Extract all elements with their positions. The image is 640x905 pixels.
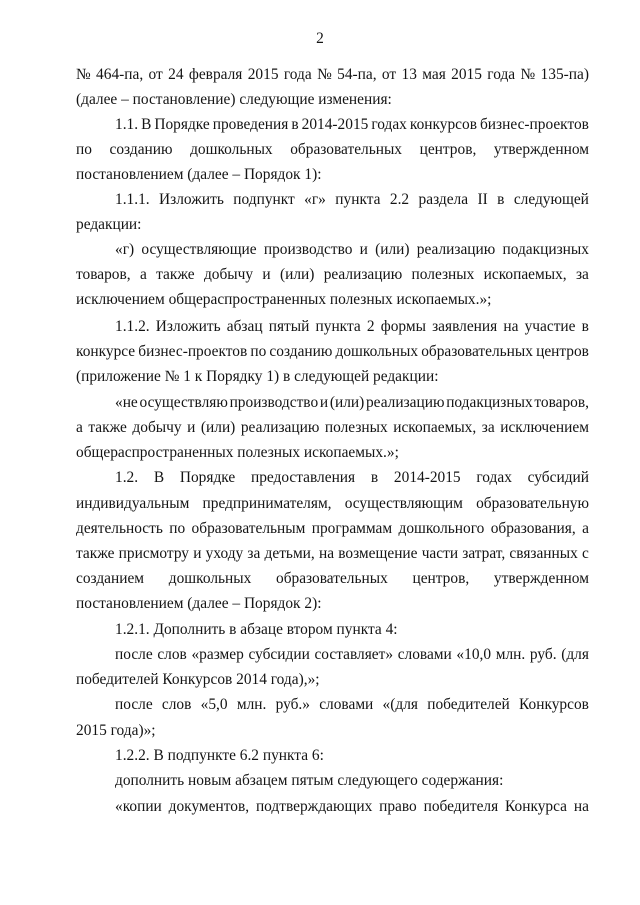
word: «г)	[115, 241, 135, 258]
word: реализацию	[323, 266, 403, 283]
word: в	[370, 469, 379, 486]
text-line	[115, 116, 589, 134]
word: подакцизных	[446, 394, 533, 411]
word: и	[187, 419, 196, 436]
word: «размер	[191, 646, 244, 663]
text-line: постановлением (далее – Порядок 2):	[76, 595, 322, 612]
word: победителей	[427, 696, 510, 713]
word: дошкольного	[398, 520, 485, 537]
word: пункта	[335, 191, 381, 208]
word: реализацию	[416, 241, 496, 258]
word: «не	[115, 394, 138, 411]
word: добычу	[132, 419, 182, 436]
word: «10,0	[456, 646, 492, 663]
word: №	[520, 66, 536, 83]
text-line	[115, 696, 589, 714]
word: и	[193, 545, 202, 562]
word: №	[76, 66, 91, 83]
word: (или)	[329, 394, 365, 411]
word: победителя	[423, 798, 499, 815]
word: руб.»	[275, 696, 310, 713]
word: 13	[401, 66, 417, 83]
word: право	[379, 798, 417, 815]
word: программам	[311, 520, 393, 537]
word: с	[582, 545, 589, 562]
word: реализацию	[365, 394, 445, 411]
word: образовательных	[421, 343, 533, 360]
text-line	[115, 191, 589, 209]
word: годах	[371, 116, 407, 133]
word: возмещение	[338, 545, 418, 562]
word: предоставления	[250, 469, 356, 486]
word: товаров,	[76, 266, 131, 283]
word: «г»	[304, 191, 326, 208]
word: в	[497, 191, 505, 208]
word: центров	[536, 343, 589, 360]
word: дошкольных	[190, 141, 273, 158]
word: слов	[157, 646, 187, 663]
text-line: редакции:	[76, 216, 142, 233]
word: в	[291, 116, 299, 133]
word: (или)	[200, 419, 236, 436]
word: на	[318, 545, 335, 562]
word: утвержденном	[493, 141, 589, 158]
word: реализацию	[240, 419, 320, 436]
word: по	[169, 520, 186, 537]
text-line: 1.2.1. Дополнить в абзаце втором пункта 4:	[115, 621, 398, 638]
text-line: 1.2.2. В подпункте 6.2 пункта 6:	[115, 747, 324, 764]
text-line	[76, 520, 589, 538]
word: индивидуальным	[76, 495, 190, 512]
text-line: постановлением (далее – Порядок 1):	[76, 166, 322, 183]
word: по	[250, 343, 267, 360]
word: исключением	[500, 419, 589, 436]
word: субсидии	[248, 646, 310, 663]
word: года	[487, 66, 516, 83]
word: образовательных	[276, 570, 388, 587]
word: пятый	[268, 318, 310, 335]
word: образования,	[490, 520, 576, 537]
word: словами	[319, 696, 374, 713]
word: и	[319, 394, 329, 411]
word: В	[141, 116, 152, 133]
word: образовательную	[476, 495, 589, 512]
word: за	[247, 545, 261, 562]
word: следующей	[513, 191, 589, 208]
text-line	[76, 266, 589, 284]
word: документов,	[168, 798, 250, 815]
text-line	[115, 798, 589, 816]
word: а	[582, 520, 589, 537]
word: составляет»	[314, 646, 394, 663]
word: февраля	[188, 66, 243, 83]
word: В	[153, 469, 165, 486]
word: конкурсов	[409, 116, 477, 133]
text-line: победителей Конкурсов 2014 года),»;	[76, 671, 320, 688]
word: и	[262, 266, 271, 283]
word: руб.	[529, 646, 557, 663]
word: за	[481, 419, 495, 436]
word: связанных	[509, 545, 578, 562]
word: (для	[561, 646, 589, 663]
word: 2	[366, 318, 375, 335]
text-line: дополнить новым абзацем пятым следующего содержания:	[115, 772, 504, 789]
word: словами	[397, 646, 452, 663]
word: центров,	[419, 141, 477, 158]
word: созданием	[76, 570, 145, 587]
text-line: (приложение № 1 к Порядку 1) в следующей редакции:	[76, 368, 439, 385]
word: от	[381, 66, 397, 83]
word: в	[581, 318, 589, 335]
word: (или)	[375, 241, 410, 258]
word: годах	[476, 469, 512, 486]
word: подакцизных	[502, 241, 589, 258]
text-line	[115, 318, 589, 336]
word: ископаемых,	[483, 266, 567, 283]
word: Порядке	[154, 116, 210, 133]
word: абзац	[226, 318, 263, 335]
word: конкурсе	[76, 343, 136, 360]
word: центров,	[412, 570, 470, 587]
text-line: 2015 года)»;	[76, 722, 156, 739]
word: подтверждающих	[255, 798, 373, 815]
word: осуществляю	[139, 394, 228, 411]
word: 2014-2015	[301, 116, 369, 133]
text-line	[76, 495, 589, 513]
word: бизнес-проектов	[138, 343, 248, 360]
word: 2.2	[389, 191, 410, 208]
text-line	[76, 570, 589, 588]
word: производство	[229, 394, 319, 411]
text-line	[115, 469, 589, 487]
word: деятельность	[76, 520, 163, 537]
word: Конкурсов	[519, 696, 589, 713]
word: заявления	[432, 318, 498, 335]
word: по	[76, 141, 92, 158]
word: (или)	[279, 266, 315, 283]
word: формы	[380, 318, 426, 335]
word: млн.	[236, 696, 267, 713]
word: 2014-2015	[393, 469, 461, 486]
word: пункта	[315, 318, 361, 335]
text-line	[76, 66, 589, 84]
word: также	[76, 545, 115, 562]
word: также	[156, 266, 195, 283]
word: осуществляющие	[141, 241, 257, 258]
word: 135-па)	[540, 66, 589, 83]
word: «(для	[382, 696, 418, 713]
word: года	[283, 66, 312, 83]
word: бизнес-проектов	[479, 116, 589, 133]
word: дошкольных	[335, 343, 419, 360]
word: детьми,	[264, 545, 315, 562]
word: 2015	[247, 66, 279, 83]
word: 54-па,	[337, 66, 377, 83]
word: мая	[422, 66, 446, 83]
word: 1.2.	[115, 469, 139, 486]
word: и	[359, 241, 368, 258]
word: 24	[168, 66, 184, 83]
text-line	[115, 646, 589, 664]
word: «копии	[115, 798, 162, 815]
word: производство	[263, 241, 353, 258]
word: после	[115, 696, 153, 713]
word: ископаемых,	[393, 419, 477, 436]
word: «5,0	[200, 696, 228, 713]
word: за	[575, 266, 589, 283]
word: 1.1.1.	[115, 191, 150, 208]
word: образовательным	[191, 520, 306, 537]
word: проведения	[212, 116, 289, 133]
word: образовательных	[290, 141, 402, 158]
word: Конкурса	[505, 798, 567, 815]
word: раздела	[418, 191, 469, 208]
word: от	[148, 66, 163, 83]
word: 464-па,	[96, 66, 144, 83]
word: слов	[161, 696, 192, 713]
text-line	[76, 545, 589, 563]
word: после	[115, 646, 153, 663]
text-line	[76, 141, 589, 159]
word: осуществляющим	[344, 495, 463, 512]
word: а	[76, 419, 83, 436]
word: товаров,	[534, 394, 589, 411]
text-line	[76, 343, 589, 361]
word: на	[573, 798, 589, 815]
text-line	[76, 419, 589, 437]
word: участие	[524, 318, 576, 335]
word: добычу	[203, 266, 254, 283]
word: млн.	[495, 646, 526, 663]
text-line: (далее – постановление) следующие изменения:	[76, 91, 392, 108]
word: созданию	[269, 343, 333, 360]
word: созданию	[109, 141, 173, 158]
word: предпринимателям,	[202, 495, 332, 512]
word: на	[503, 318, 519, 335]
word: утвержденном	[493, 570, 589, 587]
text-line: общераспространенных полезных ископаемых.»;	[76, 444, 399, 461]
word: полезных	[411, 266, 475, 283]
word: Изложить	[159, 191, 224, 208]
word: также	[88, 419, 127, 436]
word: полезных	[324, 419, 388, 436]
word: №	[317, 66, 332, 83]
word: затрат,	[462, 545, 506, 562]
word: а	[139, 266, 147, 283]
word: субсидий	[527, 469, 589, 486]
word: 2015	[451, 66, 482, 83]
text-line	[115, 241, 589, 259]
word: 1.1.2.	[115, 318, 150, 335]
word: Порядке	[179, 469, 236, 486]
word: присмотру	[118, 545, 190, 562]
word: Изложить	[155, 318, 221, 335]
text-line	[115, 394, 589, 412]
word: дошкольных	[168, 570, 252, 587]
word: части	[421, 545, 459, 562]
word: 1.1.	[115, 116, 139, 133]
word: подпункт	[233, 191, 295, 208]
page-number: 2	[316, 30, 324, 47]
word: уходу	[205, 545, 244, 562]
text-line: исключением общераспространенных полезных ископаемых.»;	[76, 291, 492, 308]
word: II	[477, 191, 488, 208]
